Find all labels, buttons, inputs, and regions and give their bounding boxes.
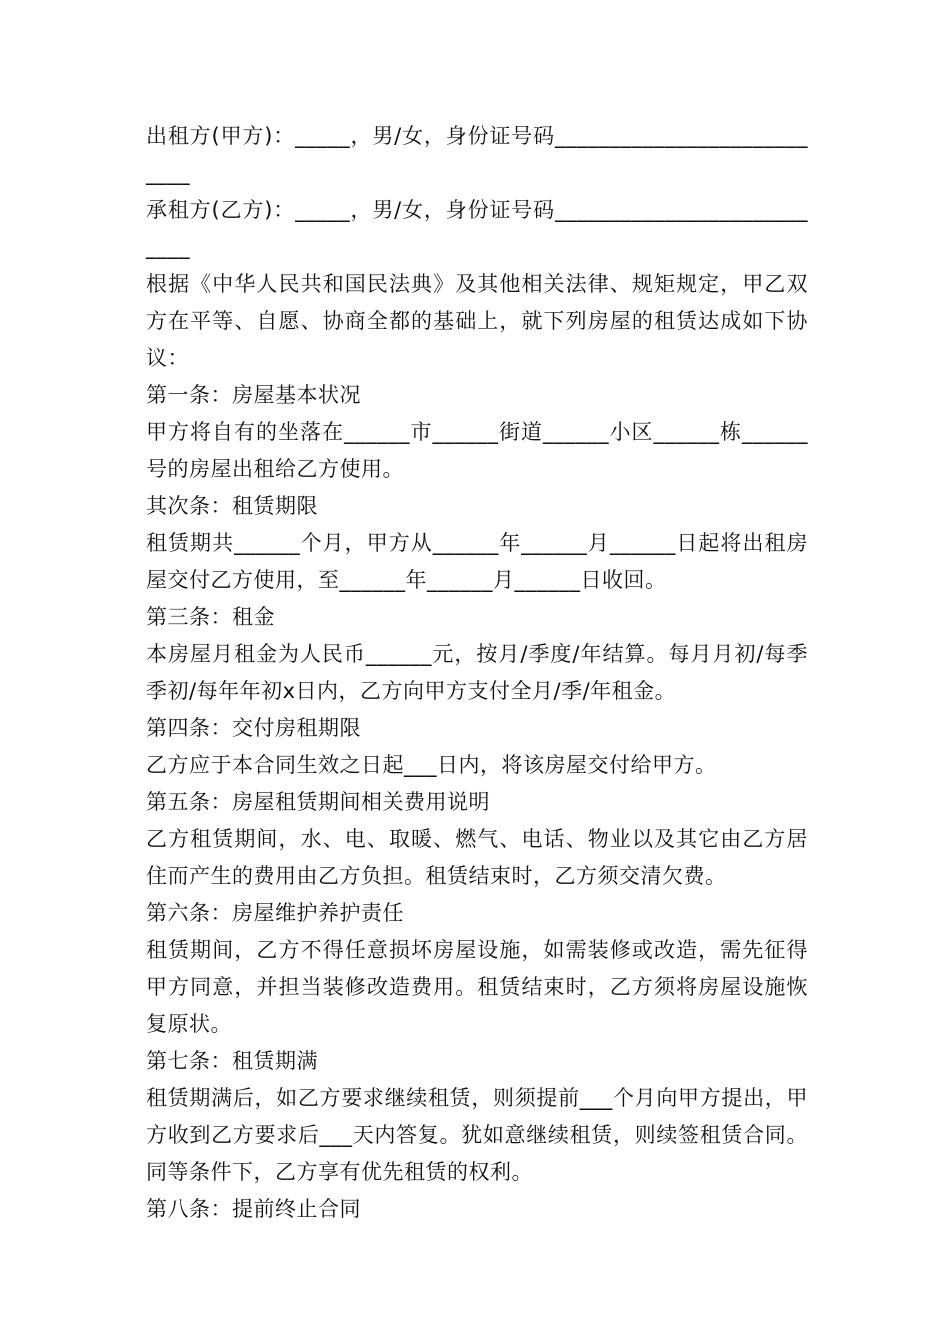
section-2-body: 租赁期共______个月，甲方从______年______月______日起将出租房屋交付乙方使用，至______年______月______日收回。 (146, 531, 808, 592)
section-1-heading: 第一条：房屋基本状况 (146, 383, 361, 407)
section-1-body: 甲方将自有的坐落在______市______街道______小区______栋______号的房屋出租给乙方使用。 (146, 420, 808, 481)
section-7-body: 租赁期满后，如乙方要求继续租赁，则须提前___个月向甲方提出，甲方收到乙方要求后___天内答复。犹如意继续租赁，则续签租赁合同。同等条件下，乙方享有优先租赁的权利。 (146, 1086, 808, 1184)
document-content (146, 118, 808, 1228)
section-3-body: 本房屋月租金为人民币______元，按月/季度/年结算。每月月初/每季季初/每年年初x日内，乙方向甲方支付全月/季/年租金。 (146, 642, 808, 703)
section-6-body: 租赁期间，乙方不得任意损坏房屋设施，如需装修或改造，需先征得甲方同意，并担当装修改造费用。租赁结束时，乙方须将房屋设施恢复原状。 (146, 938, 808, 1036)
party-b-line: 承租方(乙方)：_____，男/女，身份证号码___________________________ (146, 198, 808, 259)
section-6-heading: 第六条：房屋维护养护责任 (146, 901, 404, 925)
section-8-heading: 第八条：提前终止合同 (146, 1197, 361, 1221)
section-3-heading: 第三条：租金 (146, 605, 275, 629)
section-5-heading: 第五条：房屋租赁期间相关费用说明 (146, 790, 490, 814)
section-4-heading: 第四条：交付房租期限 (146, 716, 361, 740)
section-2-heading: 其次条：租赁期限 (146, 494, 318, 518)
section-4-body: 乙方应于本合同生效之日起___日内，将该房屋交付给甲方。 (146, 753, 717, 777)
section-5-body: 乙方租赁期间，水、电、取暖、燃气、电话、物业以及其它由乙方居住而产生的费用由乙方负担。租赁结束时，乙方须交清欠费。 (146, 827, 808, 888)
section-7-heading: 第七条：租赁期满 (146, 1049, 318, 1073)
party-a-line: 出租方(甲方)：_____，男/女，身份证号码___________________________ (146, 124, 808, 185)
preamble-paragraph: 根据《中华人民共和国民法典》及其他相关法律、规矩规定，甲乙双方在平等、自愿、协商全都的基础上，就下列房屋的租赁达成如下协议： (146, 272, 808, 370)
